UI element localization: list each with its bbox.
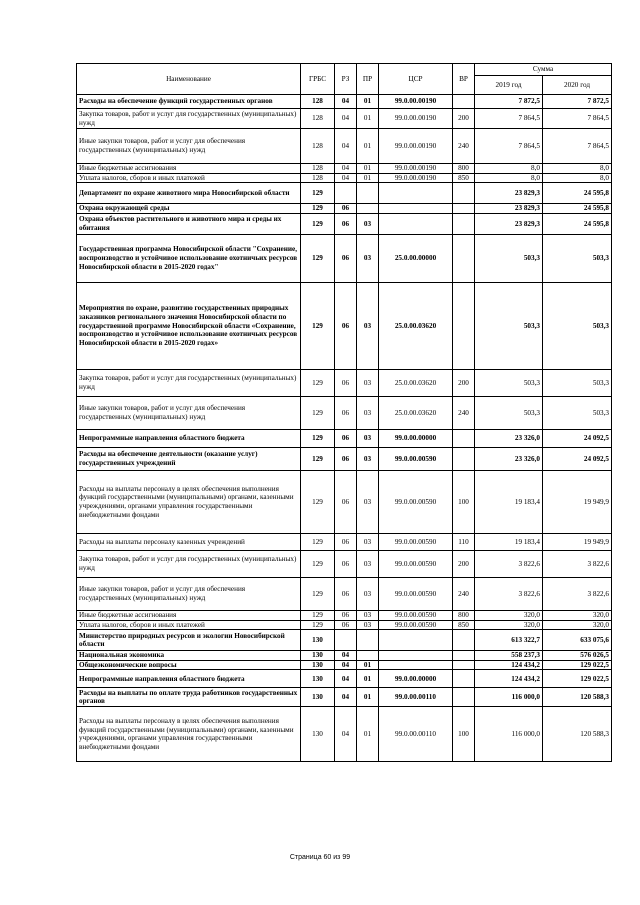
row-csr: 25.0.00.03620 <box>379 396 453 429</box>
row-name: Закупка товаров, работ и услуг для государственных (муниципальных) нужд <box>77 550 301 577</box>
row-grbs: 129 <box>301 429 335 447</box>
row-grbs: 129 <box>301 620 335 630</box>
row-pr: 03 <box>357 447 379 470</box>
row-sum-2020: 7 864,5 <box>543 129 612 164</box>
row-pr: 03 <box>357 234 379 282</box>
row-name: Государственная программа Новосибирской области "Сохранение, воспроизводство и устойчивое использование охотничьих ресурсов Новосибирской области в 2015-2020 годах" <box>77 234 301 282</box>
row-rz: 06 <box>335 396 357 429</box>
table-row <box>77 620 612 630</box>
row-sum-2020: 503,3 <box>543 234 612 282</box>
row-name: Непрограммные направления областного бюджета <box>77 670 301 688</box>
row-sum-2020: 503,3 <box>543 369 612 396</box>
table-row <box>77 533 612 550</box>
row-pr: 01 <box>357 129 379 164</box>
row-sum-2020: 3 822,6 <box>543 577 612 610</box>
row-vr <box>453 688 475 707</box>
table-row <box>77 550 612 577</box>
row-vr <box>453 234 475 282</box>
table-row <box>77 577 612 610</box>
row-sum-2020: 576 026,5 <box>543 651 612 661</box>
row-vr: 100 <box>453 707 475 762</box>
row-name: Непрограммные направления областного бюджета <box>77 429 301 447</box>
row-sum-2019: 503,3 <box>475 369 543 396</box>
row-pr: 03 <box>357 620 379 630</box>
table-row <box>77 447 612 470</box>
row-vr <box>453 651 475 661</box>
row-sum-2019: 320,0 <box>475 620 543 630</box>
row-grbs: 130 <box>301 707 335 762</box>
row-sum-2019: 503,3 <box>475 234 543 282</box>
table-row <box>77 688 612 707</box>
page-number: Страница 60 из 99 <box>289 854 351 861</box>
row-sum-2019: 613 322,7 <box>475 630 543 651</box>
row-csr: 25.0.00.03620 <box>379 369 453 396</box>
row-vr <box>453 282 475 369</box>
row-grbs: 129 <box>301 204 335 214</box>
row-sum-2020: 19 949,9 <box>543 470 612 533</box>
row-name: Расходы на выплаты по оплате труда работников государственных органов <box>77 688 301 707</box>
row-sum-2020: 503,3 <box>543 282 612 369</box>
row-pr: 03 <box>357 396 379 429</box>
table-row <box>77 369 612 396</box>
row-sum-2019: 503,3 <box>475 282 543 369</box>
row-vr: 800 <box>453 164 475 174</box>
row-vr <box>453 630 475 651</box>
row-rz: 04 <box>335 670 357 688</box>
row-pr: 03 <box>357 282 379 369</box>
row-vr: 800 <box>453 610 475 620</box>
header-csr: ЦСР <box>379 64 453 95</box>
table-row <box>77 173 612 183</box>
row-csr: 99.0.00.00190 <box>379 109 453 129</box>
table-row <box>77 396 612 429</box>
row-grbs: 129 <box>301 447 335 470</box>
row-csr: 99.0.00.00110 <box>379 707 453 762</box>
row-grbs: 129 <box>301 234 335 282</box>
row-pr: 01 <box>357 173 379 183</box>
row-sum-2020: 3 822,6 <box>543 550 612 577</box>
row-vr <box>453 204 475 214</box>
row-sum-2019: 116 000,0 <box>475 707 543 762</box>
row-csr: 99.0.00.00590 <box>379 447 453 470</box>
row-rz: 06 <box>335 550 357 577</box>
row-csr: 99.0.00.00000 <box>379 670 453 688</box>
row-name: Иные закупки товаров, работ и услуг для обеспечения государственных (муниципальных) нужд <box>77 129 301 164</box>
row-vr: 240 <box>453 577 475 610</box>
row-grbs: 130 <box>301 630 335 651</box>
row-grbs: 128 <box>301 164 335 174</box>
row-csr <box>379 213 453 234</box>
row-pr: 01 <box>357 164 379 174</box>
row-name: Расходы на обеспечение деятельности (оказание услуг) государственных учреждений <box>77 447 301 470</box>
budget-table <box>76 63 612 762</box>
row-rz: 06 <box>335 429 357 447</box>
table-row <box>77 234 612 282</box>
row-name: Национальная экономика <box>77 651 301 661</box>
row-csr: 99.0.00.00590 <box>379 620 453 630</box>
table-row <box>77 470 612 533</box>
row-csr: 99.0.00.00590 <box>379 470 453 533</box>
row-pr: 01 <box>357 688 379 707</box>
row-rz: 04 <box>335 707 357 762</box>
row-pr: 03 <box>357 610 379 620</box>
row-grbs: 129 <box>301 282 335 369</box>
row-csr: 99.0.00.00590 <box>379 610 453 620</box>
row-sum-2019: 116 000,0 <box>475 688 543 707</box>
table-row <box>77 109 612 129</box>
row-sum-2019: 503,3 <box>475 396 543 429</box>
row-rz: 06 <box>335 447 357 470</box>
table-row <box>77 213 612 234</box>
table-row <box>77 164 612 174</box>
row-pr: 03 <box>357 369 379 396</box>
row-sum-2020: 24 595,8 <box>543 183 612 204</box>
row-rz: 06 <box>335 213 357 234</box>
row-csr: 25.0.00.00000 <box>379 234 453 282</box>
row-name: Иные бюджетные ассигнования <box>77 610 301 620</box>
row-sum-2019: 320,0 <box>475 610 543 620</box>
table-row <box>77 183 612 204</box>
row-sum-2019: 124 434,2 <box>475 670 543 688</box>
row-sum-2020: 24 595,8 <box>543 213 612 234</box>
row-csr: 99.0.00.00190 <box>379 95 453 109</box>
row-rz <box>335 630 357 651</box>
row-rz: 04 <box>335 129 357 164</box>
row-vr: 240 <box>453 396 475 429</box>
row-csr: 25.0.00.03620 <box>379 282 453 369</box>
row-csr: 99.0.00.00590 <box>379 550 453 577</box>
row-vr <box>453 183 475 204</box>
row-sum-2020: 120 588,3 <box>543 707 612 762</box>
row-pr: 01 <box>357 670 379 688</box>
row-name: Расходы на обеспечение функций государственных органов <box>77 95 301 109</box>
row-grbs: 130 <box>301 660 335 670</box>
row-pr: 03 <box>357 577 379 610</box>
row-rz: 06 <box>335 204 357 214</box>
header-vr: ВР <box>453 64 475 95</box>
row-grbs: 129 <box>301 610 335 620</box>
row-csr: 99.0.00.00000 <box>379 429 453 447</box>
row-name: Министерство природных ресурсов и экологии Новосибирской области <box>77 630 301 651</box>
row-pr: 01 <box>357 95 379 109</box>
row-vr: 100 <box>453 470 475 533</box>
table-row <box>77 707 612 762</box>
row-grbs: 128 <box>301 173 335 183</box>
row-sum-2019: 8,0 <box>475 173 543 183</box>
row-vr: 240 <box>453 129 475 164</box>
row-rz: 06 <box>335 533 357 550</box>
row-sum-2019: 23 829,3 <box>475 183 543 204</box>
row-pr: 03 <box>357 429 379 447</box>
row-grbs: 128 <box>301 95 335 109</box>
row-pr: 03 <box>357 550 379 577</box>
row-vr: 200 <box>453 109 475 129</box>
row-grbs: 129 <box>301 577 335 610</box>
table-row <box>77 204 612 214</box>
row-rz: 04 <box>335 173 357 183</box>
row-grbs: 128 <box>301 129 335 164</box>
row-sum-2020: 24 092,5 <box>543 447 612 470</box>
table-row <box>77 670 612 688</box>
row-sum-2019: 7 872,5 <box>475 95 543 109</box>
row-vr: 200 <box>453 550 475 577</box>
header-year-2019: 2019 год <box>475 76 543 95</box>
row-sum-2020: 129 022,5 <box>543 660 612 670</box>
row-pr <box>357 651 379 661</box>
row-rz: 06 <box>335 369 357 396</box>
row-sum-2019: 558 237,3 <box>475 651 543 661</box>
table-row <box>77 651 612 661</box>
row-name: Расходы на выплаты персоналу казенных учреждений <box>77 533 301 550</box>
row-csr <box>379 660 453 670</box>
row-vr: 850 <box>453 173 475 183</box>
row-grbs: 129 <box>301 369 335 396</box>
row-pr: 01 <box>357 707 379 762</box>
header-rz: РЗ <box>335 64 357 95</box>
row-csr <box>379 183 453 204</box>
row-csr: 99.0.00.00190 <box>379 173 453 183</box>
row-sum-2020: 320,0 <box>543 610 612 620</box>
table-row <box>77 282 612 369</box>
row-sum-2020: 24 092,5 <box>543 429 612 447</box>
row-sum-2019: 8,0 <box>475 164 543 174</box>
row-name: Уплата налогов, сборов и иных платежей <box>77 173 301 183</box>
row-sum-2020: 8,0 <box>543 164 612 174</box>
row-name: Иные закупки товаров, работ и услуг для обеспечения государственных (муниципальных) нужд <box>77 577 301 610</box>
row-sum-2019: 23 829,3 <box>475 204 543 214</box>
row-sum-2020: 24 595,8 <box>543 204 612 214</box>
row-sum-2019: 23 326,0 <box>475 447 543 470</box>
row-rz: 04 <box>335 164 357 174</box>
row-sum-2020: 7 864,5 <box>543 109 612 129</box>
row-name: Иные бюджетные ассигнования <box>77 164 301 174</box>
row-grbs: 129 <box>301 213 335 234</box>
row-grbs: 130 <box>301 688 335 707</box>
header-sum: Сумма <box>475 64 612 76</box>
row-pr <box>357 630 379 651</box>
row-vr <box>453 213 475 234</box>
row-sum-2020: 7 872,5 <box>543 95 612 109</box>
row-grbs: 130 <box>301 651 335 661</box>
row-sum-2019: 23 326,0 <box>475 429 543 447</box>
row-name: Охрана окружающей среды <box>77 204 301 214</box>
header-name: Наименование <box>77 64 301 95</box>
row-rz: 04 <box>335 660 357 670</box>
row-csr <box>379 651 453 661</box>
row-name: Закупка товаров, работ и услуг для государственных (муниципальных) нужд <box>77 109 301 129</box>
row-rz: 06 <box>335 620 357 630</box>
row-rz: 06 <box>335 610 357 620</box>
row-rz: 06 <box>335 282 357 369</box>
row-sum-2019: 19 183,4 <box>475 533 543 550</box>
row-name: Уплата налогов, сборов и иных платежей <box>77 620 301 630</box>
row-name: Расходы на выплаты персоналу в целях обеспечения выполнения функций государственными (муниципальными) органами, казенными учреждениями, органами управления государственными внебюджетными фондами <box>77 470 301 533</box>
header-year-2020: 2020 год <box>543 76 612 95</box>
row-csr: 99.0.00.00110 <box>379 688 453 707</box>
row-sum-2019: 3 822,6 <box>475 577 543 610</box>
row-sum-2019: 3 822,6 <box>475 550 543 577</box>
row-vr <box>453 95 475 109</box>
table-row <box>77 610 612 620</box>
row-name: Охрана объектов растительного и животного мира и среды их обитания <box>77 213 301 234</box>
row-sum-2019: 23 829,3 <box>475 213 543 234</box>
row-name: Закупка товаров, работ и услуг для государственных (муниципальных) нужд <box>77 369 301 396</box>
header-pr: ПР <box>357 64 379 95</box>
row-rz: 04 <box>335 95 357 109</box>
row-sum-2020: 19 949,9 <box>543 533 612 550</box>
row-pr <box>357 204 379 214</box>
row-pr: 01 <box>357 660 379 670</box>
table-row <box>77 660 612 670</box>
table-row <box>77 129 612 164</box>
row-csr: 99.0.00.00590 <box>379 577 453 610</box>
row-vr <box>453 660 475 670</box>
row-sum-2019: 7 864,5 <box>475 129 543 164</box>
row-sum-2020: 320,0 <box>543 620 612 630</box>
row-rz: 04 <box>335 688 357 707</box>
row-grbs: 129 <box>301 533 335 550</box>
row-pr: 01 <box>357 109 379 129</box>
row-pr: 03 <box>357 533 379 550</box>
row-name: Иные закупки товаров, работ и услуг для обеспечения государственных (муниципальных) нужд <box>77 396 301 429</box>
row-vr: 200 <box>453 369 475 396</box>
table-row <box>77 630 612 651</box>
row-rz: 06 <box>335 470 357 533</box>
row-sum-2020: 633 075,6 <box>543 630 612 651</box>
row-sum-2019: 7 864,5 <box>475 109 543 129</box>
row-vr <box>453 447 475 470</box>
row-rz: 06 <box>335 234 357 282</box>
row-sum-2020: 503,3 <box>543 396 612 429</box>
row-csr: 99.0.00.00190 <box>379 129 453 164</box>
row-csr <box>379 630 453 651</box>
row-name: Департамент по охране животного мира Новосибирской области <box>77 183 301 204</box>
row-csr: 99.0.00.00590 <box>379 533 453 550</box>
row-csr <box>379 204 453 214</box>
table-row <box>77 95 612 109</box>
row-vr: 850 <box>453 620 475 630</box>
row-rz <box>335 183 357 204</box>
row-sum-2020: 120 588,3 <box>543 688 612 707</box>
row-vr <box>453 670 475 688</box>
row-vr <box>453 429 475 447</box>
row-name: Расходы на выплаты персоналу в целях обеспечения выполнения функций государственными (муниципальными) органами, казенными учреждениями, органами управления государственными внебюджетными фондами <box>77 707 301 762</box>
row-pr: 03 <box>357 470 379 533</box>
row-grbs: 130 <box>301 670 335 688</box>
table-body <box>77 95 612 762</box>
row-rz: 04 <box>335 109 357 129</box>
row-pr: 03 <box>357 213 379 234</box>
row-grbs: 129 <box>301 183 335 204</box>
row-csr: 99.0.00.00190 <box>379 164 453 174</box>
row-vr: 110 <box>453 533 475 550</box>
row-name: Общеэкономические вопросы <box>77 660 301 670</box>
row-grbs: 128 <box>301 109 335 129</box>
row-rz: 04 <box>335 651 357 661</box>
header-grbs: ГРБС <box>301 64 335 95</box>
row-name: Мероприятия по охране, развитию государственных природных заказников регионального значения Новосибирской области по государственной программе Новосибирской области «Сохранение, воспроизводство и устойчивое использование охотничьих ресурсов Новосибирской области в 2015-2020 годах» <box>77 282 301 369</box>
row-sum-2020: 129 022,5 <box>543 670 612 688</box>
row-grbs: 129 <box>301 396 335 429</box>
row-grbs: 129 <box>301 470 335 533</box>
row-sum-2020: 8,0 <box>543 173 612 183</box>
row-rz: 06 <box>335 577 357 610</box>
row-pr <box>357 183 379 204</box>
table-row <box>77 429 612 447</box>
row-sum-2019: 124 434,2 <box>475 660 543 670</box>
row-sum-2019: 19 183,4 <box>475 470 543 533</box>
row-grbs: 129 <box>301 550 335 577</box>
